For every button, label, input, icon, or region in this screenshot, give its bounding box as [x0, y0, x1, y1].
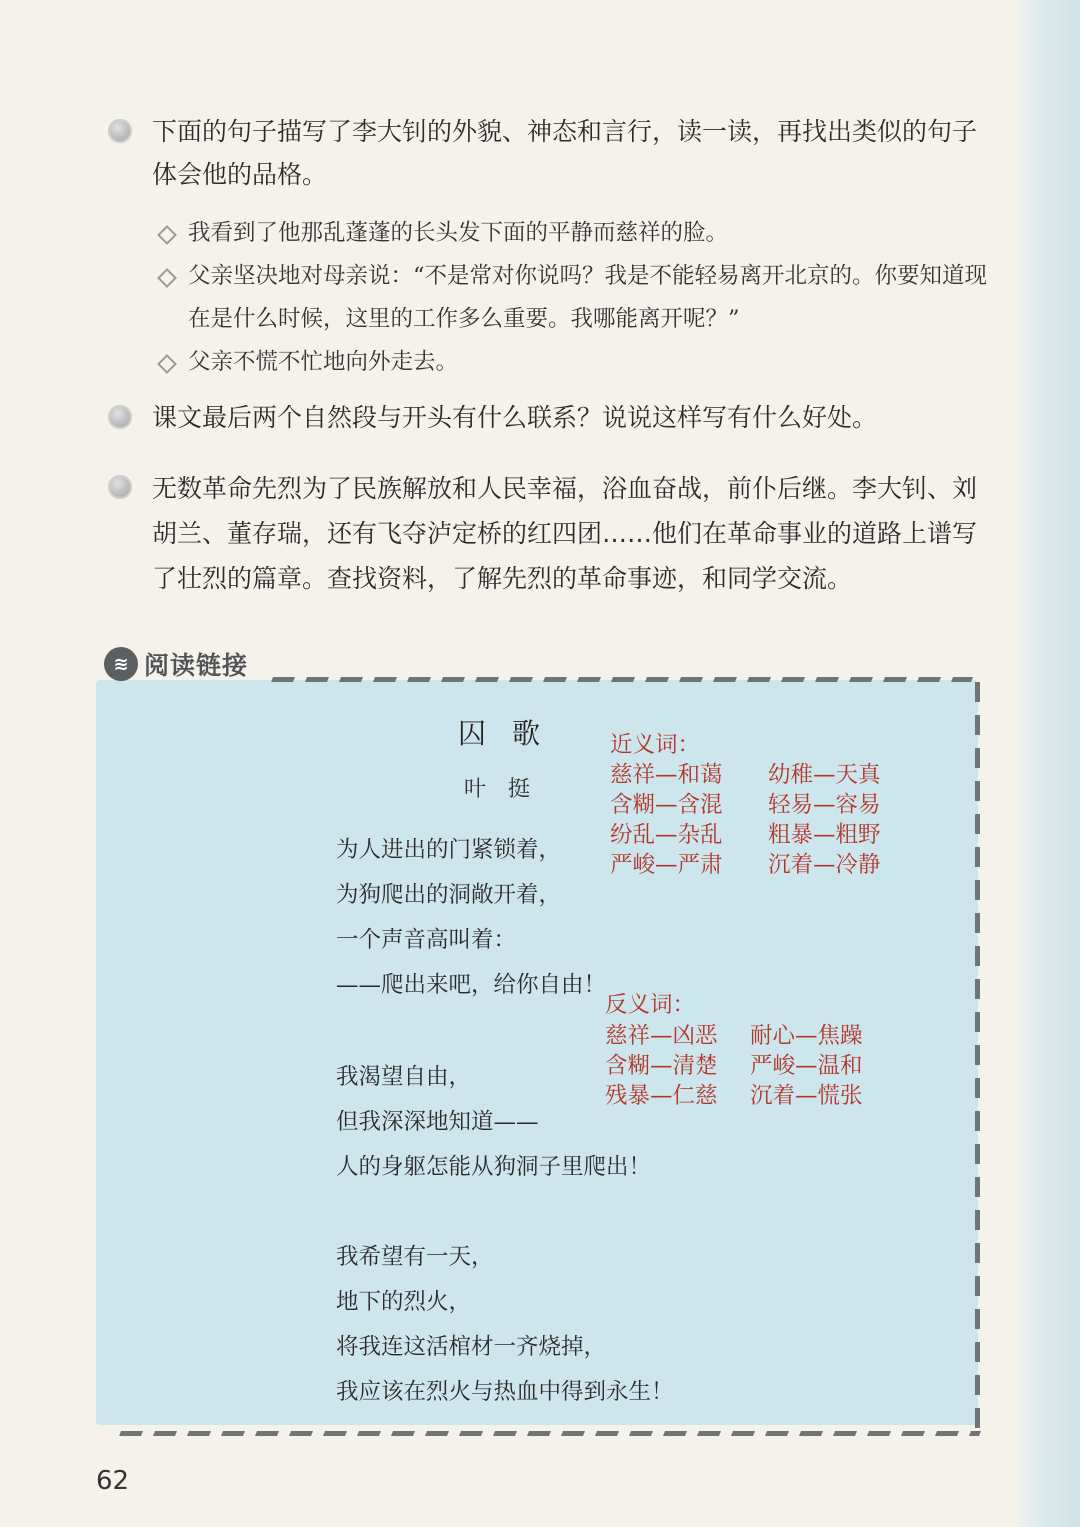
poem-title: 囚歌 [458, 717, 567, 750]
antonym-pair: 严峻—温和 [750, 1053, 863, 1079]
example-sentence-3 [158, 341, 988, 384]
poem-author: 叶挺 [464, 777, 553, 802]
poem-line: 我渴望自由， [336, 1064, 472, 1090]
synonym-pair: 含糊—含混 [610, 792, 723, 818]
bullet-icon [108, 475, 132, 499]
question-1-text: 下面的句子描写了李大钊的外貌、神态和言行，读一读，再找出类似的句子体会他的品格。 [152, 117, 978, 189]
poem-line: 为狗爬出的洞敞开着， [336, 882, 562, 908]
synonym-pair: 幼稚—天真 [768, 762, 881, 788]
dashed-border-right [975, 682, 980, 1432]
diamond-bullet-icon [157, 225, 177, 245]
question-3-text: 无数革命先烈为了民族解放和人民幸福，浴血奋战，前仆后继。李大钊、刘胡兰、董存瑞，还有飞夺泸定桥的红四团……他们在革命事业的道路上谱写了壮烈的篇章。查找资料，了解先烈的革命事迹，和同学交流。 [152, 474, 978, 593]
bullet-icon [108, 119, 132, 143]
page-number: 62 [96, 1466, 130, 1496]
antonym-pair: 含糊—清楚 [605, 1053, 718, 1079]
synonym-pair: 轻易—容易 [768, 792, 881, 818]
question-3 [108, 466, 988, 601]
diamond-bullet-icon [157, 354, 177, 374]
reading-link-label: 阅读链接 [144, 651, 249, 680]
antonym-pair: 耐心—焦躁 [750, 1023, 863, 1049]
example-sentence-text: 父亲不慌不忙地向外走去。 [188, 349, 459, 375]
poem-line: 地下的烈火， [336, 1289, 472, 1315]
synonyms-heading: 近义词： [610, 732, 701, 758]
synonym-pair: 慈祥—和蔼 [610, 762, 723, 788]
synonym-pair: 粗暴—粗野 [768, 822, 881, 848]
poem-line: 人的身躯怎能从狗洞子里爬出！ [336, 1154, 652, 1180]
poem-line: ——爬出来吧，给你自由！ [336, 972, 607, 998]
poem-line: 将我连这活棺材一齐烧掉， [336, 1334, 607, 1360]
synonym-pair: 纷乱—杂乱 [610, 822, 723, 848]
poem-line: 一个声音高叫着： [336, 927, 517, 953]
dashed-border-top [271, 677, 973, 682]
page-edge-strip [1018, 0, 1080, 1527]
example-sentence-1 [158, 212, 988, 255]
poem-line: 为人进出的门紧锁着， [336, 837, 562, 863]
dashed-border-bottom [119, 1431, 981, 1436]
poem-line: 但我深深地知道—— [336, 1109, 539, 1135]
example-sentence-text: 父亲坚决地对母亲说：“不是常对你说吗？我是不能轻易离开北京的。你要知道现在是什么时候，这里的工作多么重要。我哪能离开呢？” [188, 263, 988, 332]
antonyms-heading: 反义词： [605, 992, 696, 1018]
question-1 [108, 110, 988, 196]
example-sentence-2 [158, 255, 988, 341]
synonym-pair: 严峻—严肃 [610, 852, 723, 878]
book-icon: ≋ [104, 647, 138, 681]
synonym-pair: 沉着—冷静 [768, 852, 881, 878]
poem-line: 我应该在烈火与热血中得到永生！ [336, 1379, 674, 1405]
poem-line: 我希望有一天， [336, 1244, 494, 1270]
antonym-pair: 沉着—慌张 [750, 1083, 863, 1109]
diamond-bullet-icon [157, 268, 177, 288]
page-edge-line [1051, 40, 1054, 1460]
question-2 [108, 396, 988, 439]
example-sentence-text: 我看到了他那乱蓬蓬的长头发下面的平静而慈祥的脸。 [188, 220, 729, 246]
question-2-text: 课文最后两个自然段与开头有什么联系？说说这样写有什么好处。 [152, 403, 878, 432]
antonym-pair: 慈祥—凶恶 [605, 1023, 718, 1049]
antonym-pair: 残暴—仁慈 [605, 1083, 718, 1109]
reading-link-badge [104, 645, 248, 683]
bullet-icon [108, 405, 132, 429]
